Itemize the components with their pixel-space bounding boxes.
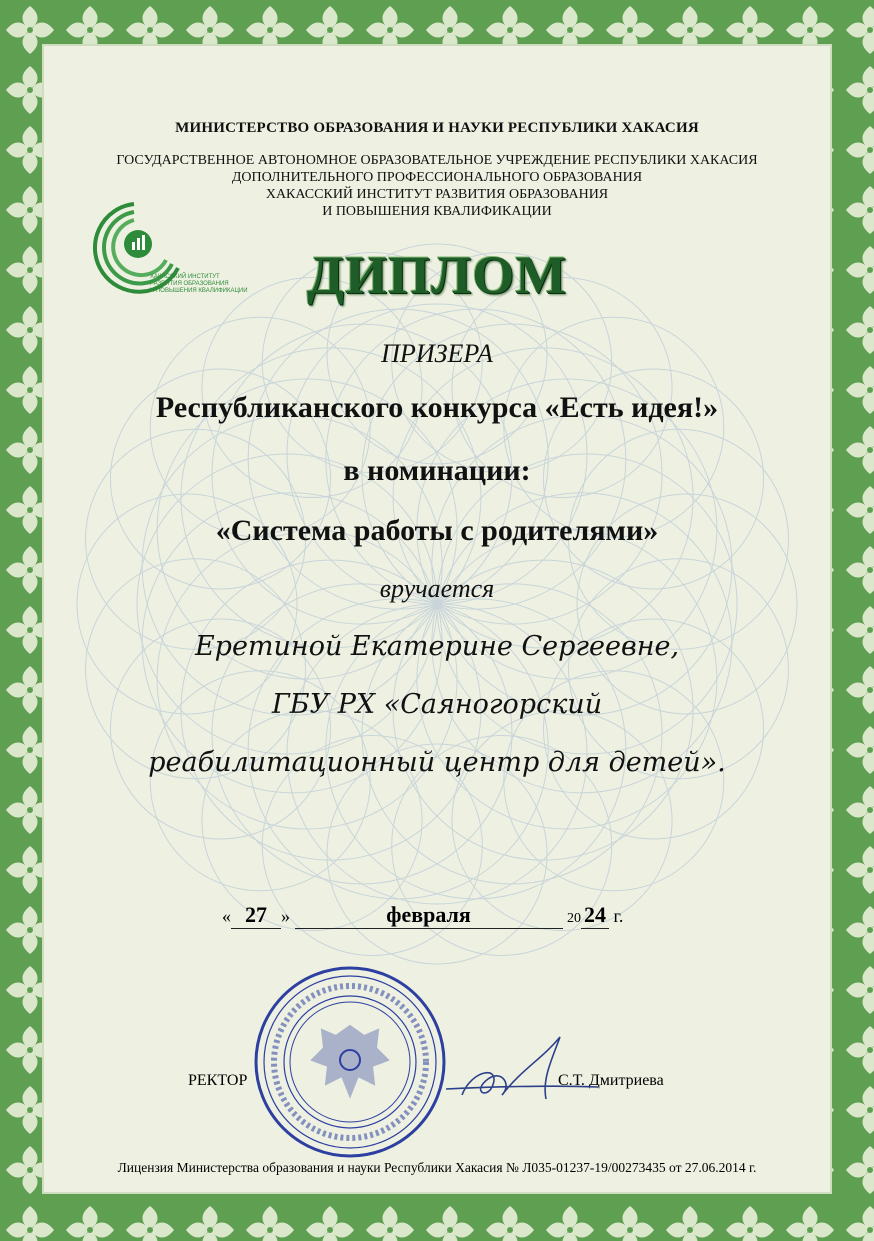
date-open-quote: «	[222, 906, 231, 926]
diploma-title: ДИПЛОМ	[306, 245, 568, 305]
organization-line-1: ГБУ РХ «Саяногорский	[271, 689, 603, 720]
date-year: 24	[581, 902, 609, 929]
date-suffix: г.	[613, 906, 624, 926]
license-text: Лицензия Министерства образования и науки Республики Хакасия № Л035-01237-19/00273435 от 27.06.2014 г.	[117, 1160, 757, 1175]
date-day: 27	[231, 902, 281, 929]
recipient-name: Еретиной Екатерине Сергеевне,	[194, 631, 680, 662]
logo-text-3: И ПОВЫШЕНИЯ КВАЛИФИКАЦИИ	[150, 288, 248, 294]
diploma-subtitle: ПРИЗЕРА	[381, 339, 493, 368]
date-close-quote: »	[281, 906, 290, 926]
organization-line-2: реабилитационный центр для детей».	[148, 747, 726, 778]
signer-role: РЕКТОР	[188, 1072, 248, 1089]
signer-name: С.Т. Дмитриева	[558, 1072, 664, 1089]
date-month: февраля	[295, 902, 563, 929]
institution-line: ГОСУДАРСТВЕННОЕ АВТОНОМНОЕ ОБРАЗОВАТЕЛЬНОЕ УЧРЕЖДЕНИЕ РЕСПУБЛИКИ ХАКАСИЯ	[116, 153, 758, 168]
signature	[442, 1029, 602, 1109]
institution-name	[42, 152, 832, 220]
contest-name: Республиканского конкурса «Есть идея!»	[155, 391, 719, 424]
logo-text-1: ХАКАССКИЙ ИНСТИТУТ	[150, 274, 220, 280]
logo-text-2: РАЗВИТИЯ ОБРАЗОВАНИЯ	[150, 281, 229, 287]
official-seal	[252, 964, 448, 1160]
institution-line: ДОПОЛНИТЕЛЬНОГО ПРОФЕССИОНАЛЬНОГО ОБРАЗОВАНИЯ	[231, 170, 643, 185]
ministry-name: МИНИСТЕРСТВО ОБРАЗОВАНИЯ И НАУКИ РЕСПУБЛИКИ ХАКАСИЯ	[175, 120, 699, 136]
date-century: 20	[567, 911, 581, 926]
diploma-paper	[42, 44, 832, 1194]
institution-line: И ПОВЫШЕНИЯ КВАЛИФИКАЦИИ	[322, 204, 552, 219]
awarded-text: вручается	[379, 574, 495, 603]
nomination-name: «Система работы с родителями»	[215, 514, 659, 547]
award-date	[222, 902, 623, 929]
nomination-label: в номинации:	[343, 454, 531, 487]
institution-line: ХАКАССКИЙ ИНСТИТУТ РАЗВИТИЯ ОБРАЗОВАНИЯ	[265, 187, 609, 202]
